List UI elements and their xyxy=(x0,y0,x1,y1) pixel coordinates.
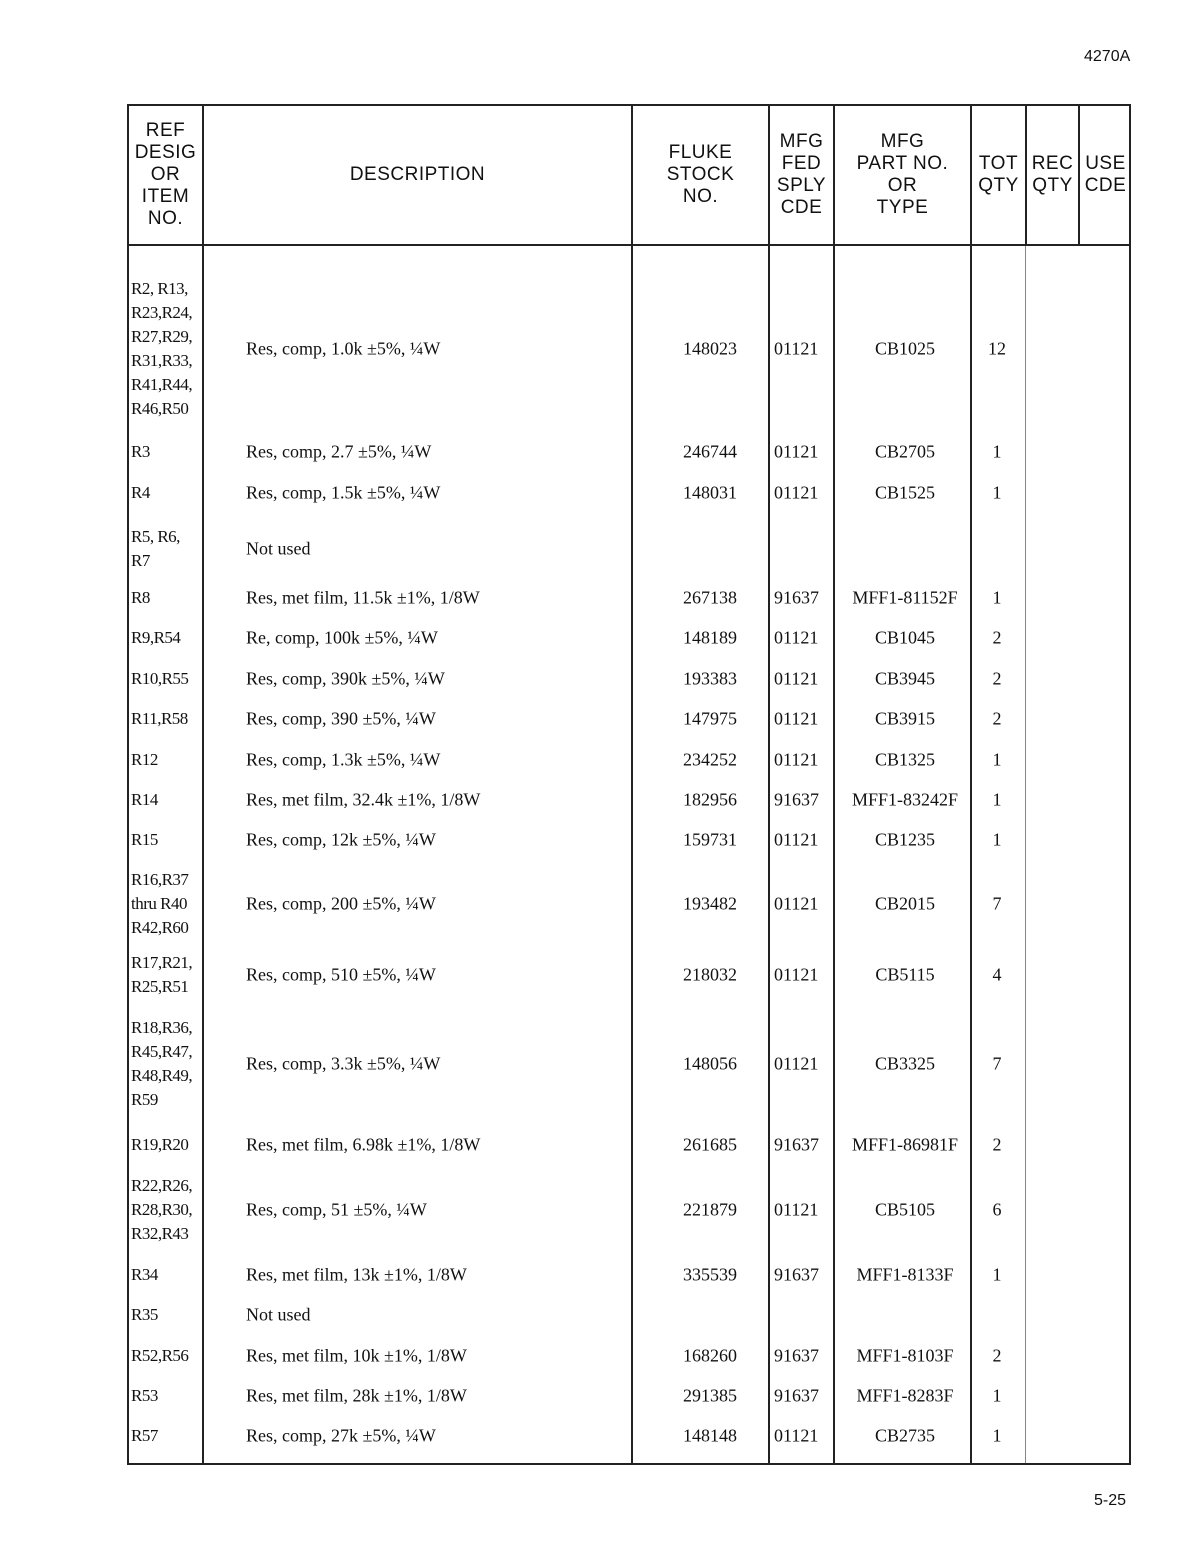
description: Not used xyxy=(246,1304,311,1325)
stock-number: 246744 xyxy=(683,441,737,462)
part-number: CB1525 xyxy=(874,482,935,503)
ref-desig: R8 xyxy=(131,588,150,607)
part-number: MFF1-81152F xyxy=(852,587,958,608)
stock-number: 261685 xyxy=(683,1134,737,1155)
part-number: CB5105 xyxy=(874,1199,935,1220)
description: Res, comp, 1.3k ±5%, ¼W xyxy=(246,749,441,770)
total-qty: 1 xyxy=(992,1264,1002,1285)
part-number: CB2705 xyxy=(874,441,935,462)
column-divider xyxy=(631,106,633,1463)
description: Res, met film, 32.4k ±1%, 1/8W xyxy=(246,789,481,810)
fed-supply-code: 91637 xyxy=(774,789,819,810)
part-number: CB5115 xyxy=(875,964,935,985)
description: Not used xyxy=(246,538,311,559)
total-qty: 2 xyxy=(992,668,1002,689)
fed-supply-code: 01121 xyxy=(774,1425,819,1446)
total-qty: 2 xyxy=(992,708,1002,729)
total-qty: 1 xyxy=(992,587,1002,608)
column-divider xyxy=(833,106,835,1463)
stock-number: 218032 xyxy=(683,964,737,985)
total-qty: 1 xyxy=(992,829,1002,850)
header-fed-code: MFG FED SPLY CDE xyxy=(776,131,827,218)
ref-desig: R53 xyxy=(131,1386,158,1405)
ref-desig: R5, R6, R7 xyxy=(131,527,180,570)
column-divider xyxy=(1025,246,1026,1463)
description: Res, met film, 28k ±1%, 1/8W xyxy=(246,1385,467,1406)
part-number: CB1045 xyxy=(874,627,935,648)
fed-supply-code: 01121 xyxy=(774,1053,819,1074)
stock-number: 221879 xyxy=(683,1199,737,1220)
description: Res, comp, 200 ±5%, ¼W xyxy=(246,893,436,914)
fed-supply-code: 91637 xyxy=(774,1134,819,1155)
header-rec-qty: REC QTY xyxy=(1031,153,1074,196)
ref-desig: R18,R36, R45,R47, R48,R49, R59 xyxy=(131,1018,193,1109)
fed-supply-code: 01121 xyxy=(774,1199,819,1220)
fed-supply-code: 01121 xyxy=(774,708,819,729)
total-qty: 1 xyxy=(992,1425,1002,1446)
ref-desig: R17,R21, R25,R51 xyxy=(131,953,193,996)
stock-number: 168260 xyxy=(683,1345,737,1366)
ref-desig: R4 xyxy=(131,483,150,502)
description: Re, comp, 100k ±5%, ¼W xyxy=(246,627,438,648)
header-tot-qty: TOT QTY xyxy=(978,153,1019,196)
parts-list-table xyxy=(127,104,1131,1465)
ref-desig: R57 xyxy=(131,1426,158,1445)
part-number: CB1235 xyxy=(874,829,935,850)
part-number: MFF1-86981F xyxy=(851,1134,959,1155)
total-qty: 7 xyxy=(992,893,1002,914)
fed-supply-code: 01121 xyxy=(774,893,819,914)
part-number: CB1025 xyxy=(874,338,935,359)
part-number: CB3945 xyxy=(874,668,935,689)
ref-desig: R34 xyxy=(131,1265,158,1284)
fed-supply-code: 01121 xyxy=(774,441,819,462)
total-qty: 1 xyxy=(992,1385,1002,1406)
ref-desig: R14 xyxy=(131,790,158,809)
stock-number: 147975 xyxy=(683,708,737,729)
header-ref-desig: REF DESIG OR ITEM NO. xyxy=(134,120,197,229)
fed-supply-code: 01121 xyxy=(774,338,819,359)
total-qty: 1 xyxy=(992,789,1002,810)
total-qty: 6 xyxy=(992,1199,1002,1220)
description: Res, comp, 3.3k ±5%, ¼W xyxy=(246,1053,441,1074)
fed-supply-code: 91637 xyxy=(774,1345,819,1366)
stock-number: 148189 xyxy=(683,627,737,648)
description: Res, comp, 1.5k ±5%, ¼W xyxy=(246,482,441,503)
total-qty: 1 xyxy=(992,482,1002,503)
part-number: CB2735 xyxy=(874,1425,935,1446)
description: Res, comp, 390k ±5%, ¼W xyxy=(246,668,445,689)
total-qty: 2 xyxy=(992,1345,1002,1366)
stock-number: 335539 xyxy=(683,1264,737,1285)
header-use-code: USE CDE xyxy=(1084,153,1127,196)
part-number: MFF1-8283F xyxy=(856,1385,954,1406)
fed-supply-code: 01121 xyxy=(774,482,819,503)
stock-number: 148031 xyxy=(683,482,737,503)
stock-number: 193482 xyxy=(683,893,737,914)
description: Res, comp, 510 ±5%, ¼W xyxy=(246,964,436,985)
fed-supply-code: 91637 xyxy=(774,587,819,608)
total-qty: 4 xyxy=(992,964,1002,985)
ref-desig: R3 xyxy=(131,442,150,461)
stock-number: 148148 xyxy=(683,1425,737,1446)
description: Res, comp, 12k ±5%, ¼W xyxy=(246,829,436,850)
stock-number: 159731 xyxy=(683,829,737,850)
stock-number: 182956 xyxy=(683,789,737,810)
ref-desig: R22,R26, R28,R30, R32,R43 xyxy=(131,1176,193,1243)
ref-desig: R15 xyxy=(131,830,158,849)
part-number: CB2015 xyxy=(874,893,935,914)
description: Res, comp, 27k ±5%, ¼W xyxy=(246,1425,436,1446)
ref-desig: R2, R13, R23,R24, R27,R29, R31,R33, R41,R44, R46,R50 xyxy=(131,279,193,418)
part-number: MFF1-83242F xyxy=(851,789,959,810)
description: Res, met film, 11.5k ±1%, 1/8W xyxy=(246,587,480,608)
description: Res, comp, 2.7 ±5%, ¼W xyxy=(246,441,432,462)
stock-number: 193383 xyxy=(683,668,737,689)
document-id: 4270A xyxy=(1084,48,1131,65)
total-qty: 1 xyxy=(992,749,1002,770)
description: Res, comp, 1.0k ±5%, ¼W xyxy=(246,338,441,359)
total-qty: 7 xyxy=(992,1053,1002,1074)
total-qty: 12 xyxy=(988,338,1006,359)
stock-number: 291385 xyxy=(683,1385,737,1406)
ref-desig: R16,R37 thru R40 R42,R60 xyxy=(131,870,189,937)
description: Res, met film, 6.98k ±1%, 1/8W xyxy=(246,1134,481,1155)
part-number: CB3915 xyxy=(874,708,935,729)
description: Res, met film, 13k ±1%, 1/8W xyxy=(246,1264,467,1285)
stock-number: 267138 xyxy=(683,587,737,608)
column-divider xyxy=(768,106,770,1463)
part-number: MFF1-8133F xyxy=(856,1264,954,1285)
ref-desig: R35 xyxy=(131,1305,158,1324)
ref-desig: R52,R56 xyxy=(131,1346,189,1365)
stock-number: 148056 xyxy=(683,1053,737,1074)
column-divider xyxy=(970,106,972,1463)
part-number: CB3325 xyxy=(874,1053,935,1074)
fed-supply-code: 01121 xyxy=(774,668,819,689)
ref-desig: R10,R55 xyxy=(131,669,189,688)
description: Res, met film, 10k ±1%, 1/8W xyxy=(246,1345,467,1366)
header-divider xyxy=(129,244,1129,246)
description: Res, comp, 51 ±5%, ¼W xyxy=(246,1199,427,1220)
total-qty: 2 xyxy=(992,627,1002,648)
fed-supply-code: 91637 xyxy=(774,1385,819,1406)
stock-number: 234252 xyxy=(683,749,737,770)
total-qty: 2 xyxy=(992,1134,1002,1155)
description: Res, comp, 390 ±5%, ¼W xyxy=(246,708,436,729)
fed-supply-code: 01121 xyxy=(774,829,819,850)
total-qty: 1 xyxy=(992,441,1002,462)
ref-desig: R12 xyxy=(131,750,158,769)
fed-supply-code: 01121 xyxy=(774,964,819,985)
header-description: DESCRIPTION xyxy=(349,164,486,185)
stock-number: 148023 xyxy=(683,338,737,359)
fed-supply-code: 01121 xyxy=(774,749,819,770)
fed-supply-code: 91637 xyxy=(774,1264,819,1285)
part-number: MFF1-8103F xyxy=(856,1345,954,1366)
header-stock-no: FLUKE STOCK NO. xyxy=(666,142,735,207)
ref-desig: R9,R54 xyxy=(131,628,181,647)
ref-desig: R11,R58 xyxy=(131,709,188,728)
fed-supply-code: 01121 xyxy=(774,627,819,648)
ref-desig: R19,R20 xyxy=(131,1135,189,1154)
page-number: 5-25 xyxy=(1094,1492,1127,1509)
header-part-no: MFG PART NO. OR TYPE xyxy=(856,131,949,218)
part-number: CB1325 xyxy=(874,749,935,770)
